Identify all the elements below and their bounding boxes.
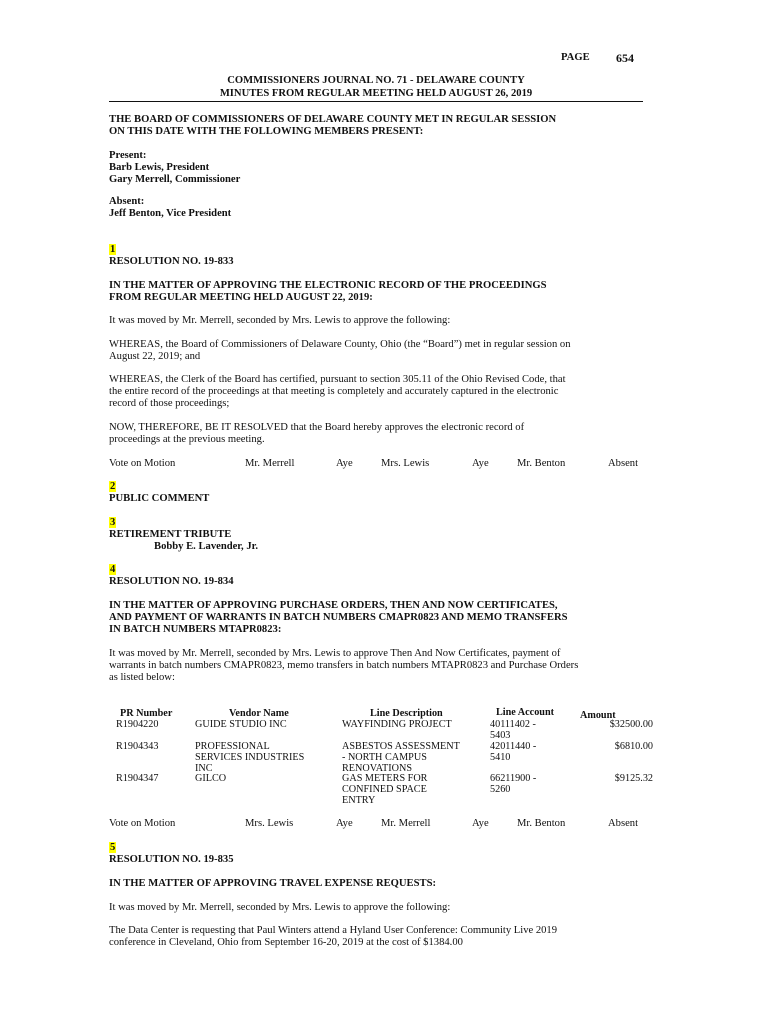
item1-whereas-1 (109, 339, 643, 363)
voter-name: Mrs. Lewis (381, 458, 430, 469)
absent-heading: Absent: (109, 196, 145, 207)
cell-vendor: GILCO (195, 773, 227, 784)
present-heading: Present: (109, 150, 147, 161)
page-number: 654 (616, 51, 634, 65)
cell-description: ENTRY (342, 795, 376, 806)
item4-motion (109, 648, 643, 685)
cell-vendor: GUIDE STUDIO INC (195, 719, 287, 730)
voter-name: Mr. Merrell (245, 458, 295, 469)
cell-description: GAS METERS FOR (342, 773, 428, 784)
cell-pr-number: R1904220 (116, 719, 159, 730)
text-line: conference in Cleveland, Ohio from September 16-20, 2019 at the cost of $1384.00 (109, 937, 463, 949)
cell-account: 66211900 - (490, 773, 537, 784)
item1-matter (109, 280, 643, 304)
matter-line: IN BATCH NUMBERS MTAPR0823: (109, 624, 282, 636)
col-header-line-description: Line Description (370, 708, 443, 719)
journal-title: COMMISSIONERS JOURNAL NO. 71 - DELAWARE COUNTY (227, 75, 525, 86)
item3-title: RETIREMENT TRIBUTE (109, 529, 232, 540)
journal-header (109, 75, 643, 100)
cell-vendor: SERVICES INDUSTRIES (195, 752, 305, 763)
item-number-5: 5 (110, 842, 116, 853)
item2-title: PUBLIC COMMENT (109, 493, 210, 504)
cell-account: 40111402 - (490, 719, 536, 730)
cell-vendor: INC (195, 763, 213, 774)
col-header-line-account: Line Account (496, 707, 555, 718)
item1-whereas-2 (109, 374, 643, 411)
purchase-order-table (109, 706, 654, 806)
vote-value: Aye (472, 818, 489, 829)
cell-pr-number: R1904343 (116, 741, 159, 752)
vote-value: Absent (608, 458, 639, 469)
vote-value: Aye (336, 458, 353, 469)
voter-name: Mr. Merrell (381, 818, 431, 829)
intro-statement (109, 114, 643, 138)
item-number-2: 2 (110, 481, 116, 492)
matter-line: IN THE MATTER OF APPROVING THE ELECTRONIC RECORD OF THE PROCEEDINGS (109, 280, 547, 291)
cell-account: 42011440 - (490, 741, 537, 752)
member-name: Barb Lewis, President (109, 162, 210, 174)
matter-line: AND PAYMENT OF WARRANTS IN BATCH NUMBERS CMAPR0823 AND MEMO TRANSFERS (109, 612, 568, 624)
text-line: the entire record of the proceedings at that meeting is completely and accurately captured in the electronic (109, 386, 559, 398)
voter-name: Mr. Benton (517, 818, 566, 829)
text-line: WHEREAS, the Board of Commissioners of Delaware County, Ohio (the “Board”) met in regular session on (109, 339, 571, 350)
intro-line: ON THIS DATE WITH THE FOLLOWING MEMBERS PRESENT: (109, 126, 424, 138)
item1-vote (109, 458, 643, 470)
cell-description: RENOVATIONS (342, 763, 412, 774)
page-label: PAGE (561, 52, 590, 63)
voter-name: Mrs. Lewis (245, 818, 294, 829)
col-header-amount: Amount (580, 710, 616, 721)
item1-motion: It was moved by Mr. Merrell, seconded by Mrs. Lewis to approve the following: (109, 315, 451, 326)
absent-members (109, 196, 643, 220)
item5-title: RESOLUTION NO. 19-835 (109, 854, 234, 865)
cell-vendor: PROFESSIONAL (195, 741, 270, 752)
member-name: Gary Merrell, Commissioner (109, 174, 241, 186)
cell-description: - NORTH CAMPUS (342, 752, 427, 763)
item4-matter (109, 600, 643, 637)
header-rule (109, 101, 643, 102)
text-line: The Data Center is requesting that Paul Winters attend a Hyland User Conference: Community Live 2019 (109, 925, 558, 936)
cell-account: 5260 (490, 784, 511, 795)
cell-description: WAYFINDING PROJECT (342, 719, 452, 730)
item5-motion: It was moved by Mr. Merrell, seconded by Mrs. Lewis to approve the following: (109, 902, 451, 913)
text-line: August 22, 2019; and (109, 351, 201, 363)
vote-value: Aye (472, 458, 489, 469)
intro-line: THE BOARD OF COMMISSIONERS OF DELAWARE COUNTY MET IN REGULAR SESSION (109, 114, 557, 125)
voter-name: Mr. Benton (517, 458, 566, 469)
item1-resolved (109, 422, 643, 446)
cell-account: 5403 (490, 730, 511, 741)
cell-description: CONFINED SPACE (342, 784, 427, 795)
matter-line: IN THE MATTER OF APPROVING PURCHASE ORDERS, THEN AND NOW CERTIFICATES, (109, 600, 558, 611)
item1-title: RESOLUTION NO. 19-833 (109, 256, 234, 267)
text-line: NOW, THEREFORE, BE IT RESOLVED that the Board hereby approves the electronic record of (109, 422, 525, 433)
member-name: Jeff Benton, Vice President (109, 208, 232, 220)
cell-pr-number: R1904347 (116, 773, 159, 784)
meeting-title: MINUTES FROM REGULAR MEETING HELD AUGUST 26, 2019 (219, 87, 533, 99)
vote-label: Vote on Motion (109, 458, 176, 469)
cell-account: 5410 (490, 752, 511, 763)
text-line: It was moved by Mr. Merrell, seconded by Mrs. Lewis to approve Then And Now Certificates, payment of (109, 648, 561, 659)
cell-amount: $9125.32 (614, 773, 653, 784)
vote-value: Absent (608, 818, 639, 829)
item3-honoree: Bobby E. Lavender, Jr. (154, 541, 259, 552)
cell-amount: $32500.00 (609, 719, 653, 730)
text-line: record of those proceedings; (109, 398, 230, 410)
text-line: WHEREAS, the Clerk of the Board has certified, pursuant to section 305.11 of the Ohio Revised Code, that (109, 374, 566, 385)
text-line: proceedings at the previous meeting. (109, 434, 265, 446)
item4-vote (109, 818, 643, 830)
cell-description: ASBESTOS ASSESSMENT (342, 741, 460, 752)
item-number-1: 1 (110, 244, 116, 255)
col-header-pr-number: PR Number (120, 708, 173, 719)
matter-line: FROM REGULAR MEETING HELD AUGUST 22, 2019: (109, 292, 373, 304)
text-line: as listed below: (109, 672, 175, 684)
item4-title: RESOLUTION NO. 19-834 (109, 576, 234, 587)
item-number-3: 3 (110, 517, 116, 528)
item-number-4: 4 (110, 564, 116, 575)
item5-matter: IN THE MATTER OF APPROVING TRAVEL EXPENSE REQUESTS: (109, 878, 437, 889)
item5-request (109, 925, 643, 949)
vote-value: Aye (336, 818, 353, 829)
cell-amount: $6810.00 (614, 741, 653, 752)
col-header-vendor: Vendor Name (229, 708, 289, 719)
present-members (109, 150, 643, 187)
text-line: warrants in batch numbers CMAPR0823, memo transfers in batch numbers MTAPR0823 and Purchase Orders (109, 660, 579, 672)
vote-label: Vote on Motion (109, 818, 176, 829)
